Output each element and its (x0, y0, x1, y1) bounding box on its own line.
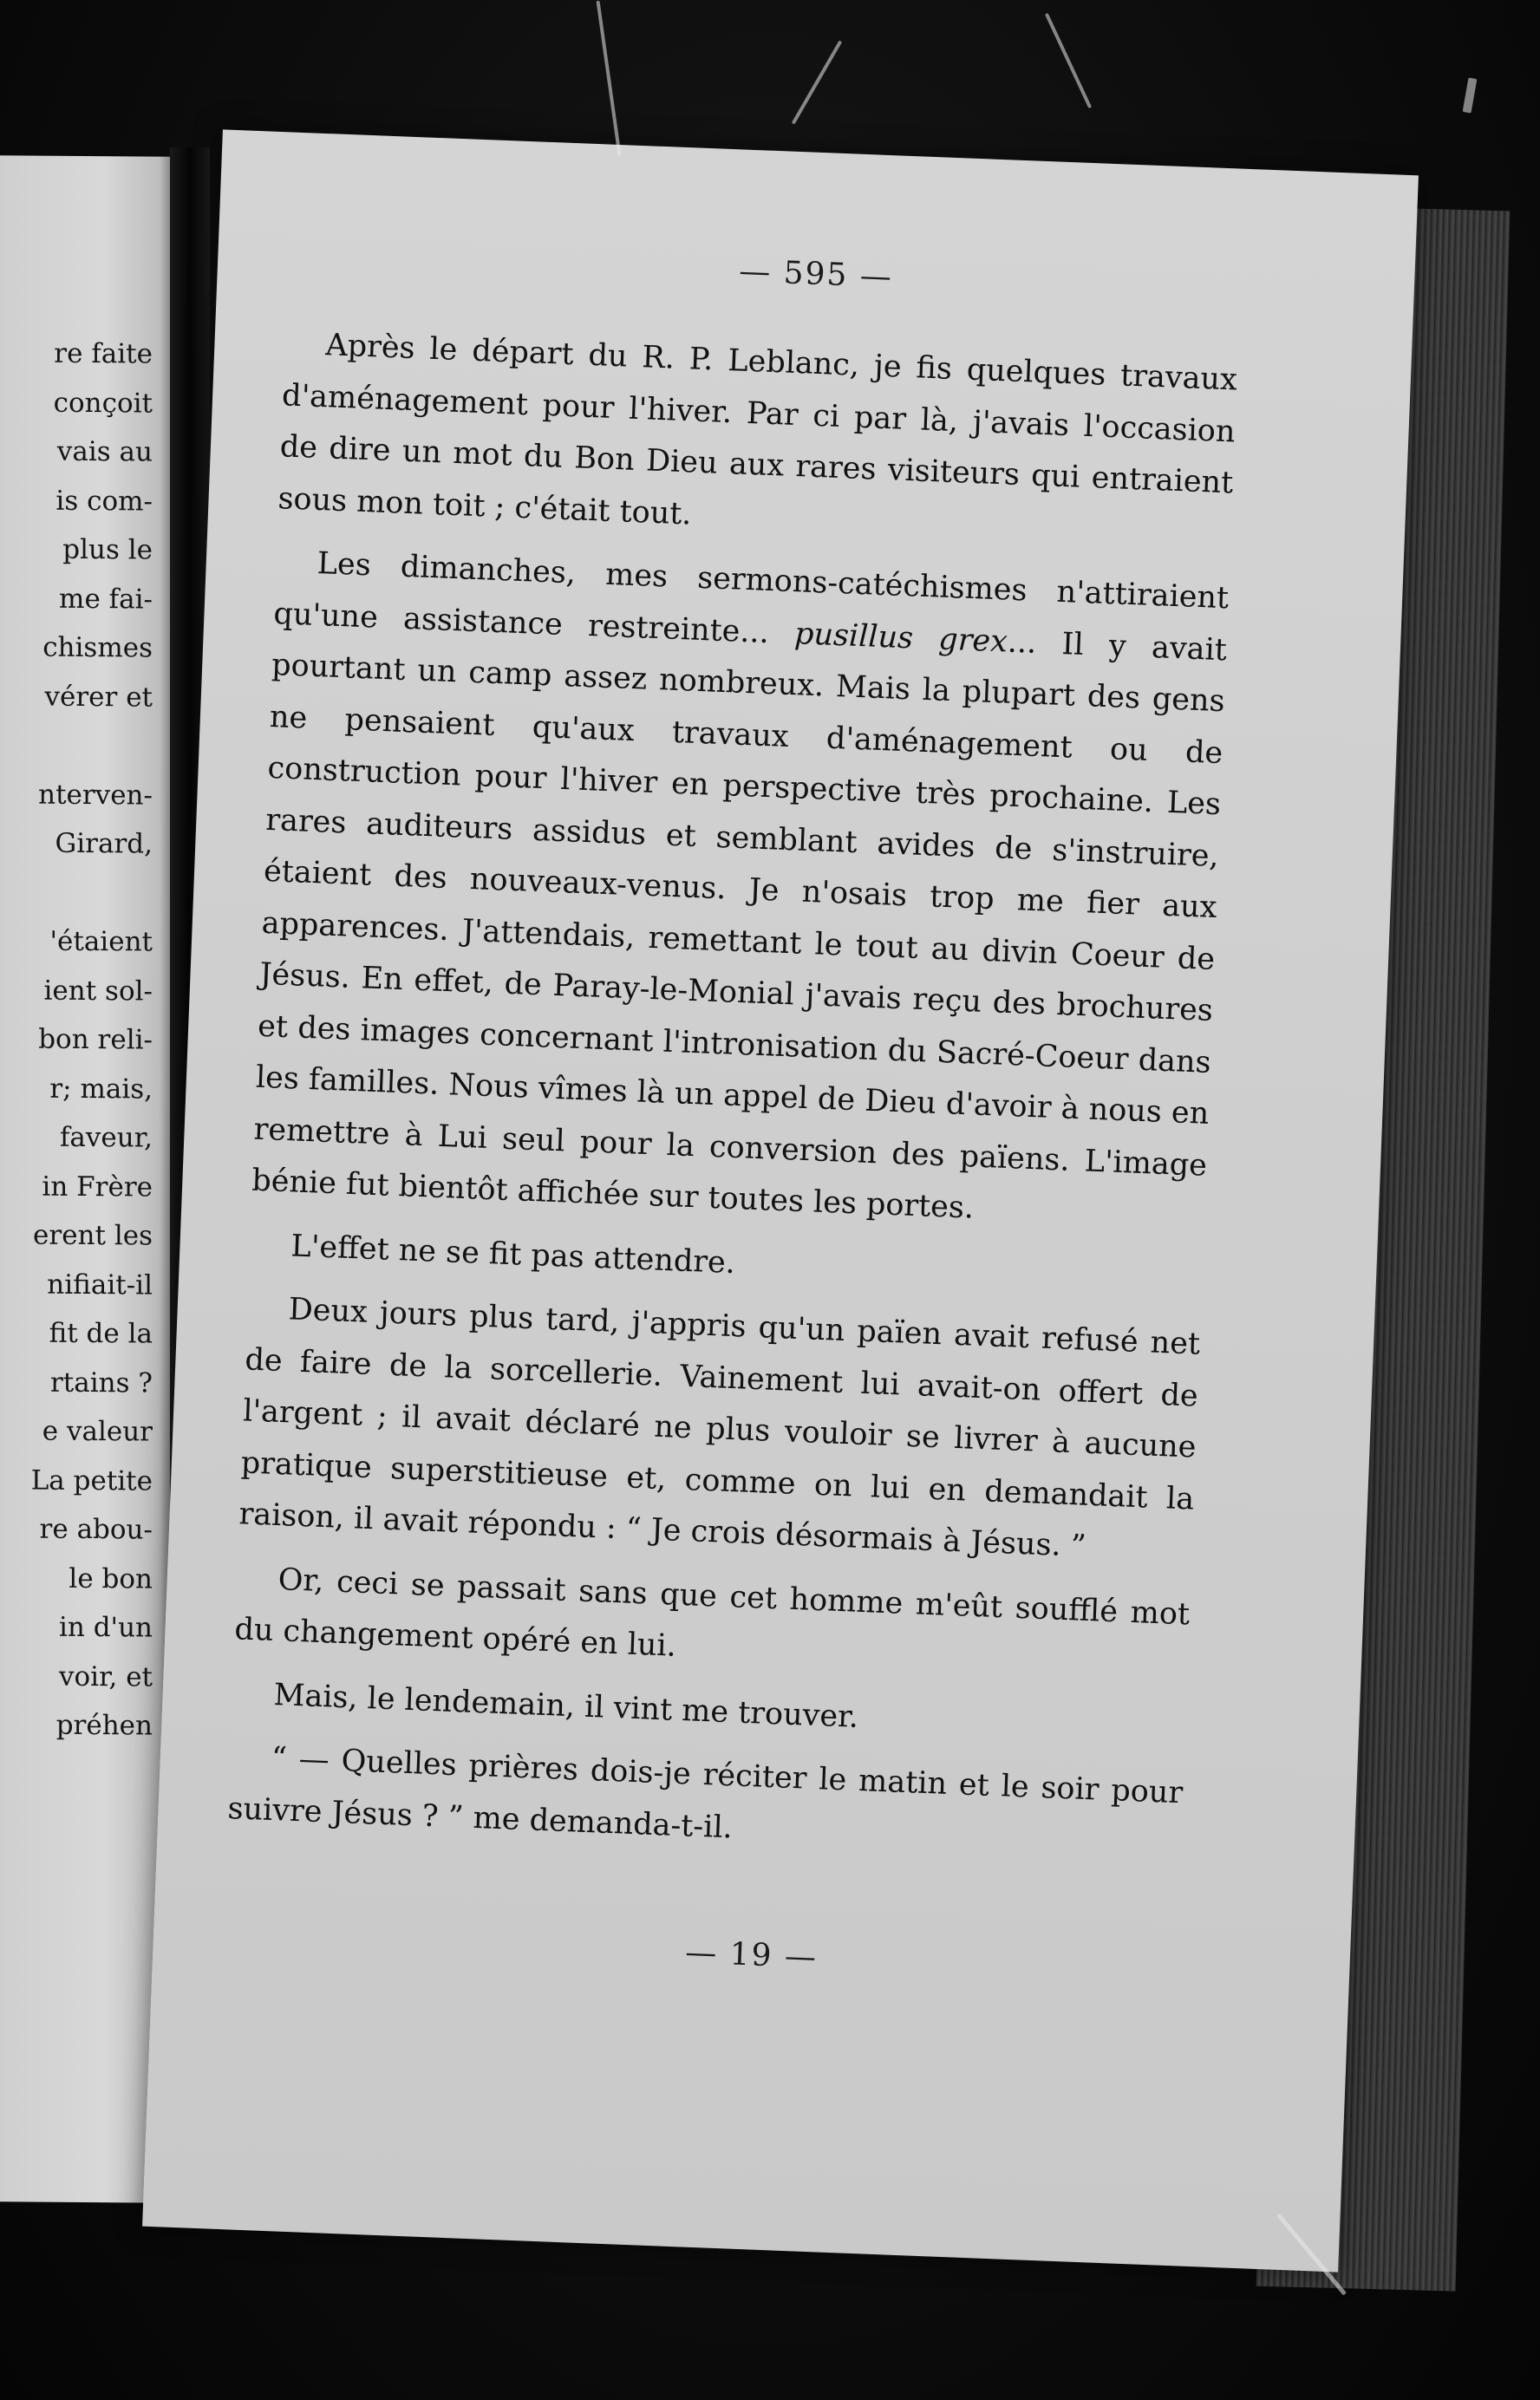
left-page-fragment: nterven- (38, 779, 153, 812)
left-facing-page (0, 155, 173, 2202)
left-page-fragment: faveur, (59, 1121, 153, 1154)
left-page-fragment: chismes (42, 631, 153, 664)
paragraph-1: Après le départ du R. P. Leblanc, je fis quelques travaux d'aménagement pour l'hiver. Par ci par là, j'avais l'occasion de dire un mot du Bon Dieu aux rares visiteurs qui entraient sous mon toit ; c'était tout. (277, 328, 1238, 532)
paragraph-6: Mais, le lendemain, il vint me trouver. (272, 1677, 859, 1735)
left-page-fragment: bon reli- (38, 1023, 153, 1056)
left-page-fragment (31, 868, 153, 917)
paragraph-4: Deux jours plus tard, j'appris qu'un païen avait refusé net de faire de la sorcellerie. Vainement lui avait-on offert de l'argent ; il avait déclaré ne plus vouloir se livrer à aucune pratique superstitieuse et, comme on lui en demandait la raison, il avait répondu : “ Je crois désormais à Jésus. ” (238, 1292, 1201, 1564)
left-page-fragment: r; mais, (49, 1073, 153, 1105)
left-page-fragment: rtains ? (49, 1366, 153, 1399)
left-page-fragment: ient sol- (43, 975, 153, 1008)
left-page-fragment: in Frère (42, 1171, 153, 1203)
left-page-fragment: is com- (55, 485, 153, 518)
left-page-fragment: vérer et (44, 681, 153, 714)
page-number-header: — 595 — (738, 253, 894, 296)
latin-phrase: pusillus grex (793, 616, 1008, 660)
left-page-fragment: re abou- (39, 1513, 153, 1546)
left-page-fragment: nifiait-il (47, 1268, 153, 1301)
left-page-text-fragments (31, 329, 153, 1751)
left-page-fragment: me fai- (59, 583, 153, 616)
paragraph-7: “ — Quelles prières dois-je réciter le matin et le soir pour suivre Jésus ? ” me demanda-t-il. (226, 1740, 1184, 1845)
left-page-fragment: fit de la (49, 1317, 153, 1350)
paragraph-2-part-1: Les dimanches, mes sermons-catéchismes n'attiraient qu'une assistance restreinte... (272, 545, 1230, 651)
left-page-fragment: erent les (33, 1219, 153, 1252)
left-page-fragment: plus le (62, 533, 153, 566)
left-page-fragment: in d'un (58, 1611, 153, 1644)
left-page-fragment: préhen (55, 1709, 153, 1742)
paragraph-2-part-2: ... Il y avait pourtant un camp assez nombreux. Mais la plupart des gens ne pensaient qu'aux travaux d'aménagement ou de construction pour l'hiver en perspective très prochaine. Les rares auditeurs assidus et semblant avides de s'instruire, étaient des nouveaux-venus. Je n'osais trop me fier aux apparences. J'attendais, remettant le tout au divin Coeur de Jésus. En effet, de Paray-le-Monial j'avais reçu des brochures et des images concernant l'intronisation du Sacré-Coeur dans les familles. Nous vîmes là un appel de Dieu d'avoir à nous en remettre à Lui seul pour la conversion des païens. L'image bénie fut bientôt affichée sur toutes les portes. (251, 624, 1228, 1226)
left-page-fragment: Girard, (55, 827, 153, 860)
page-number-footer: — 19 — (684, 1934, 819, 1976)
left-page-fragment: vais au (56, 435, 153, 468)
left-page-fragment: le bon (69, 1562, 153, 1595)
left-page-fragment: re faite (54, 337, 153, 370)
left-page-fragment: 'étaient (49, 925, 153, 958)
left-page-fragment: La petite (30, 1464, 153, 1497)
paragraph-3: L'effet ne se fit pas attendre. (290, 1228, 736, 1281)
paragraph-2 (251, 537, 1230, 1243)
left-page-fragment: conçoit (53, 387, 153, 420)
left-page-fragment: voir, et (58, 1660, 153, 1693)
left-page-fragment (31, 721, 153, 771)
left-page-fragment: e valeur (42, 1415, 153, 1448)
page-body-text (226, 318, 1238, 1883)
paragraph-5: Or, ceci se passait sans que cet homme m'eût soufflé mot du changement opéré en lui. (233, 1562, 1191, 1664)
right-book-page (142, 129, 1419, 2272)
